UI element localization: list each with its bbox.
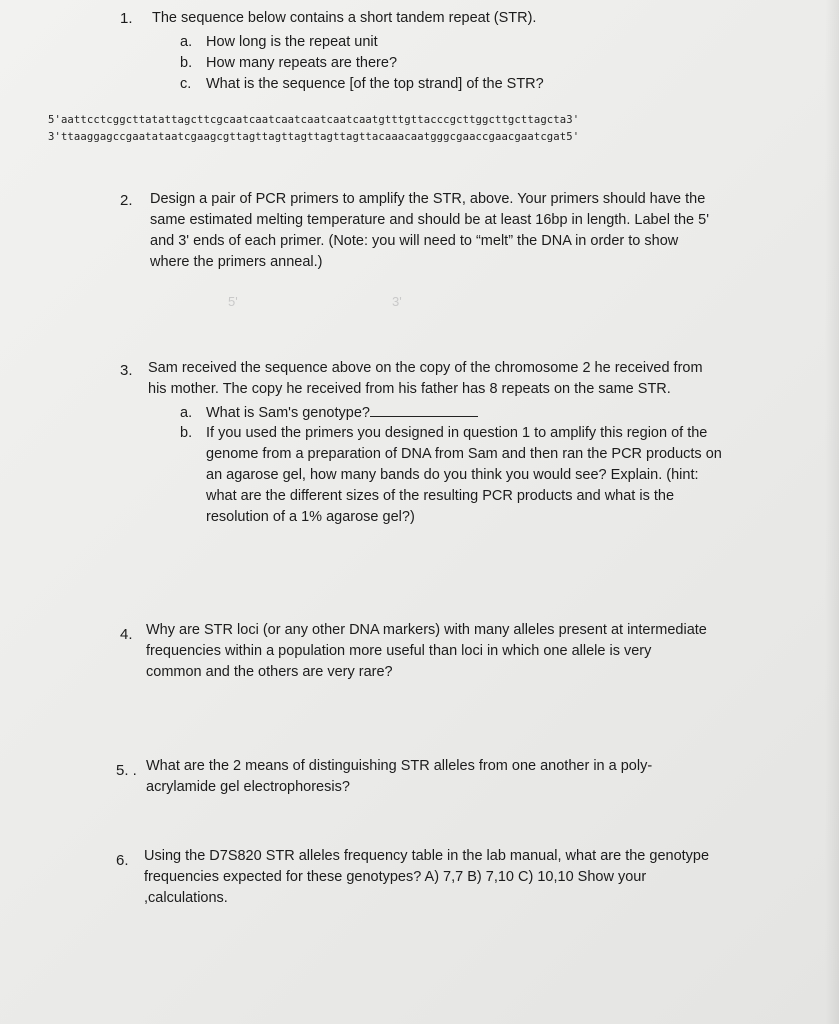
question-3b-line: If you used the primers you designed in question 1 to amplify this region of the xyxy=(206,425,708,441)
question-3b-letter: b. xyxy=(180,425,193,441)
question-4-line: common and the others are very rare? xyxy=(146,664,393,680)
question-1-text: The sequence below contains a short tandem repeat (STR). xyxy=(152,10,537,26)
question-5-text xyxy=(146,756,652,798)
question-1-number: 1. xyxy=(120,10,133,27)
paper-edge-shadow xyxy=(825,0,839,1024)
question-4-number: 4. xyxy=(120,626,133,643)
question-6-text xyxy=(144,846,709,909)
question-3b xyxy=(180,423,722,528)
question-1b-letter: b. xyxy=(180,55,193,71)
question-3b-line: an agarose gel, how many bands do you think you would see? Explain. (hint: xyxy=(206,467,699,483)
question-5-line: What are the 2 means of distinguishing STR alleles from one another in a poly- xyxy=(146,758,653,774)
question-3-number: 3. xyxy=(120,362,133,379)
question-2-line: where the primers anneal.) xyxy=(150,254,323,270)
question-2-text xyxy=(150,189,709,273)
question-2-line: and 3' ends of each primer. (Note: you will need to “melt” the DNA in order to show xyxy=(150,233,679,249)
question-6-line: ,calculations. xyxy=(144,890,228,906)
dna-top-strand: 5'aattcctcggcttatattagcttcgcaatcaatcaatcaatcaatcaatgtttgttacccgcttggcttgcttagcta3' xyxy=(48,114,580,126)
question-1c-text: What is the sequence [of the top strand] of the STR? xyxy=(206,76,544,92)
question-1a-text: How long is the repeat unit xyxy=(206,34,378,50)
question-2-number: 2. xyxy=(120,192,133,209)
question-6-line: frequencies expected for these genotypes? A) 7,7 B) 7,10 C) 10,10 Show your xyxy=(144,869,647,885)
question-4-line: frequencies within a population more useful than loci in which one allele is very xyxy=(146,643,652,659)
question-2-line: same estimated melting temperature and should be at least 16bp in length. Label the 5' xyxy=(150,212,709,228)
question-3b-line: genome from a preparation of DNA from Sam and then ran the PCR products on xyxy=(206,446,722,462)
genotype-answer-blank[interactable] xyxy=(370,402,478,417)
faint-label-5prime: 5' xyxy=(228,294,238,309)
question-3-line: his mother. The copy he received from his father has 8 repeats on the same STR. xyxy=(148,381,671,397)
question-1b xyxy=(180,53,397,74)
question-2-line: Design a pair of PCR primers to amplify the STR, above. Your primers should have the xyxy=(150,191,706,207)
question-3b-text xyxy=(206,423,722,528)
question-5-number: 5. . xyxy=(116,762,137,779)
dna-bottom-strand: 3'ttaaggagccgaatataatcgaagcgttagttagttagttagttagttacaaacaatgggcgaaccgaacgaatcgat5' xyxy=(48,131,580,143)
question-5-line: acrylamide gel electrophoresis? xyxy=(146,779,350,795)
question-3-line: Sam received the sequence above on the copy of the chromosome 2 he received from xyxy=(148,360,703,376)
question-3-text xyxy=(148,358,703,400)
question-1b-text: How many repeats are there? xyxy=(206,55,398,71)
question-3b-line: what are the different sizes of the resulting PCR products and what is the xyxy=(206,488,675,504)
question-6-line: Using the D7S820 STR alleles frequency table in the lab manual, what are the genotype xyxy=(144,848,710,864)
question-1c-letter: c. xyxy=(180,76,192,92)
question-3b-line: resolution of a 1% agarose gel?) xyxy=(206,509,415,525)
question-1c xyxy=(180,74,544,95)
question-1a-letter: a. xyxy=(180,34,193,50)
question-6-number: 6. xyxy=(116,852,129,869)
faint-label-3prime: 3' xyxy=(392,294,402,309)
question-3a-letter: a. xyxy=(180,405,193,421)
question-4-text xyxy=(146,620,707,683)
question-4-line: Why are STR loci (or any other DNA markers) with many alleles present at intermediate xyxy=(146,622,707,638)
question-1a xyxy=(180,32,378,53)
question-3a-text: What is Sam's genotype? xyxy=(206,405,370,421)
question-3a xyxy=(180,402,478,424)
